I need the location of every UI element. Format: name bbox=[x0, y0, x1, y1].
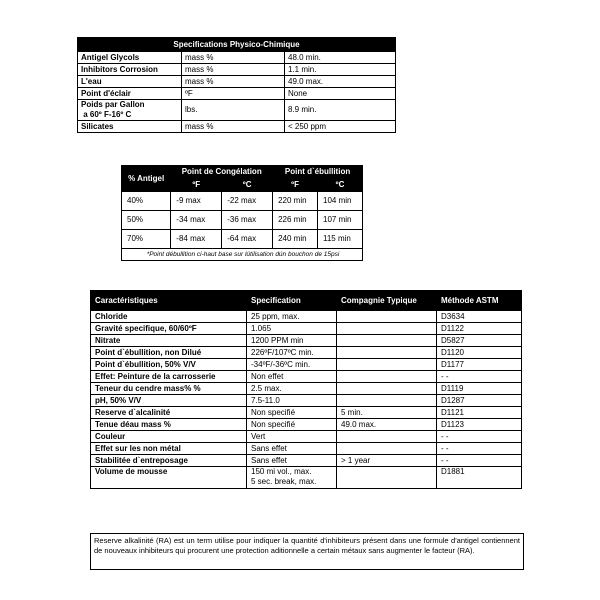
characteristic-name: Stabilitée d`entreposage bbox=[91, 455, 247, 467]
characteristic-name: Reserve d`alcalinité bbox=[91, 407, 247, 419]
spec-name: L'eau bbox=[78, 76, 182, 88]
freeze-boil-table bbox=[121, 165, 363, 261]
characteristic-spec: Sans effet bbox=[247, 455, 337, 467]
spec-name: Antigel Glycols bbox=[78, 52, 182, 64]
characteristic-typical bbox=[337, 311, 437, 323]
characteristic-typical bbox=[337, 371, 437, 383]
freeze-cell-pct: 70% bbox=[122, 230, 171, 249]
spec-name: Point d'éclair bbox=[78, 88, 182, 100]
characteristic-row bbox=[91, 383, 522, 395]
characteristic-typical bbox=[337, 335, 437, 347]
spec-row bbox=[78, 88, 396, 100]
characteristic-spec: Non specifié bbox=[247, 407, 337, 419]
astm-method-header: Méthode ASTM bbox=[437, 291, 522, 311]
characteristic-row bbox=[91, 407, 522, 419]
characteristic-spec: Vert bbox=[247, 431, 337, 443]
freeze-cell-ec: 115 min bbox=[318, 230, 363, 249]
characteristic-typical: 49.0 max. bbox=[337, 419, 437, 431]
freeze-cell-cc: -22 max bbox=[222, 192, 273, 211]
spec-unit: mass % bbox=[182, 52, 285, 64]
freeze-c-header: ºC bbox=[222, 179, 273, 192]
spec-unit: ºF bbox=[182, 88, 285, 100]
spec-row bbox=[78, 52, 396, 64]
spec-unit: mass % bbox=[182, 76, 285, 88]
characteristic-astm: D1123 bbox=[437, 419, 522, 431]
spec-unit: mass % bbox=[182, 64, 285, 76]
freeze-cell-ec: 107 min bbox=[318, 211, 363, 230]
characteristic-typical bbox=[337, 443, 437, 455]
freezing-point-header: Point de Congélation bbox=[171, 166, 273, 179]
characteristic-astm: D1287 bbox=[437, 395, 522, 407]
characteristic-name: pH, 50% V/V bbox=[91, 395, 247, 407]
freeze-cell-cf: -34 max bbox=[171, 211, 222, 230]
freeze-cell-cf: -84 max bbox=[171, 230, 222, 249]
specification-header: Specification bbox=[247, 291, 337, 311]
characteristic-spec: Sans effet bbox=[247, 443, 337, 455]
characteristic-astm: - - bbox=[437, 443, 522, 455]
characteristic-row bbox=[91, 335, 522, 347]
characteristic-spec: 7.5-11.0 bbox=[247, 395, 337, 407]
boiling-point-header: Point d`ébullition bbox=[273, 166, 363, 179]
characteristic-name: Point d`ébullition, non Dilué bbox=[91, 347, 247, 359]
characteristic-name: Nitrate bbox=[91, 335, 247, 347]
characteristic-name: Chloride bbox=[91, 311, 247, 323]
characteristic-astm: D1121 bbox=[437, 407, 522, 419]
characteristic-name: Couleur bbox=[91, 431, 247, 443]
characteristic-row bbox=[91, 395, 522, 407]
characteristic-typical bbox=[337, 431, 437, 443]
characteristic-astm: - - bbox=[437, 455, 522, 467]
spec-row bbox=[78, 121, 396, 133]
freeze-f-header: ºF bbox=[171, 179, 222, 192]
characteristic-spec: Non effet bbox=[247, 371, 337, 383]
characteristic-typical bbox=[337, 395, 437, 407]
characteristic-typical bbox=[337, 359, 437, 371]
characteristic-row bbox=[91, 443, 522, 455]
characteristic-typical bbox=[337, 323, 437, 335]
characteristic-row bbox=[91, 323, 522, 335]
freeze-cell-pct: 50% bbox=[122, 211, 171, 230]
freeze-row bbox=[122, 192, 363, 211]
freeze-row bbox=[122, 211, 363, 230]
characteristic-name: Volume de mousse bbox=[91, 467, 247, 489]
spec-unit: lbs. bbox=[182, 100, 285, 121]
freeze-cell-cf: -9 max bbox=[171, 192, 222, 211]
characteristic-row bbox=[91, 467, 522, 489]
characteristic-spec: 1200 PPM min bbox=[247, 335, 337, 347]
characteristic-row bbox=[91, 371, 522, 383]
characteristic-typical bbox=[337, 383, 437, 395]
characteristic-name: Effet sur les non métal bbox=[91, 443, 247, 455]
spec-row bbox=[78, 76, 396, 88]
spec-value: 8.9 min. bbox=[285, 100, 396, 121]
freeze-row bbox=[122, 230, 363, 249]
characteristic-spec: 2.5 max. bbox=[247, 383, 337, 395]
characteristic-spec: 25 ppm, max. bbox=[247, 311, 337, 323]
spec-table-title: Specifications Physico-Chimique bbox=[78, 38, 396, 52]
freeze-cell-ec: 104 min bbox=[318, 192, 363, 211]
characteristic-spec: 1.065 bbox=[247, 323, 337, 335]
characteristic-row bbox=[91, 431, 522, 443]
spec-value: 49.0 max. bbox=[285, 76, 396, 88]
characteristic-name: Gravité specifique, 60/60ºF bbox=[91, 323, 247, 335]
characteristic-spec: Non specifié bbox=[247, 419, 337, 431]
characteristic-astm: D5827 bbox=[437, 335, 522, 347]
freeze-cell-ef: 240 min bbox=[273, 230, 318, 249]
spec-value: 48.0 min. bbox=[285, 52, 396, 64]
spec-value: 1.1 min. bbox=[285, 64, 396, 76]
spec-unit: mass % bbox=[182, 121, 285, 133]
characteristic-spec: 226ºF/107ºC min. bbox=[247, 347, 337, 359]
spec-name: Poids par Gallon a 60º F-16º C bbox=[78, 100, 182, 121]
spec-row bbox=[78, 64, 396, 76]
characteristic-row bbox=[91, 419, 522, 431]
freeze-cell-ef: 220 min bbox=[273, 192, 318, 211]
characteristic-astm: D1120 bbox=[437, 347, 522, 359]
characteristics-header: Caractéristiques bbox=[91, 291, 247, 311]
boiling-point-note: *Point débullition ci-haut base sur lútilisation dún bouchon de 15psi bbox=[122, 249, 363, 261]
characteristic-name: Effet: Peinture de la carrosserie bbox=[91, 371, 247, 383]
alkalinity-footnote: Reserve alkalinité (RA) est un term utilise pour indiquer la quantité d'inhibiteurs présent dans une formule d'antigel contiennent de nouveaux inhibiteurs qui procurent une protection aditionnelle a certain métaux sans augmenter le facteur (RA). bbox=[90, 533, 524, 570]
characteristic-typical: > 1 year bbox=[337, 455, 437, 467]
spec-value: < 250 ppm bbox=[285, 121, 396, 133]
spec-name: Silicates bbox=[78, 121, 182, 133]
characteristic-name: Point d`ébullition, 50% V/V bbox=[91, 359, 247, 371]
characteristic-typical bbox=[337, 347, 437, 359]
freeze-cell-cc: -36 max bbox=[222, 211, 273, 230]
characteristic-typical: 5 min. bbox=[337, 407, 437, 419]
characteristic-astm: D3634 bbox=[437, 311, 522, 323]
spec-row bbox=[78, 100, 396, 121]
spec-value: None bbox=[285, 88, 396, 100]
antigel-percent-header: % Antigel bbox=[122, 166, 171, 192]
characteristic-astm: - - bbox=[437, 431, 522, 443]
characteristic-name: Tenue déau mass % bbox=[91, 419, 247, 431]
physico-chemical-spec-table bbox=[77, 37, 396, 133]
characteristics-table bbox=[90, 290, 522, 489]
characteristic-row bbox=[91, 359, 522, 371]
characteristic-spec: 150 mi vol., max. 5 sec. break, max. bbox=[247, 467, 337, 489]
characteristic-name: Teneur du cendre mass% % bbox=[91, 383, 247, 395]
boil-c-header: ºC bbox=[318, 179, 363, 192]
characteristic-row bbox=[91, 311, 522, 323]
characteristic-row bbox=[91, 347, 522, 359]
characteristic-astm: D1177 bbox=[437, 359, 522, 371]
characteristic-spec: -34ºF/-36ºC min. bbox=[247, 359, 337, 371]
characteristic-astm: D1881 bbox=[437, 467, 522, 489]
characteristic-astm: D1122 bbox=[437, 323, 522, 335]
spec-name: Inhibitors Corrosion bbox=[78, 64, 182, 76]
typical-header: Compagnie Typique bbox=[337, 291, 437, 311]
boil-f-header: ºF bbox=[273, 179, 318, 192]
characteristic-row bbox=[91, 455, 522, 467]
characteristic-typical bbox=[337, 467, 437, 489]
freeze-cell-cc: -64 max bbox=[222, 230, 273, 249]
freeze-cell-ef: 226 min bbox=[273, 211, 318, 230]
characteristic-astm: - - bbox=[437, 371, 522, 383]
characteristic-astm: D1119 bbox=[437, 383, 522, 395]
freeze-cell-pct: 40% bbox=[122, 192, 171, 211]
